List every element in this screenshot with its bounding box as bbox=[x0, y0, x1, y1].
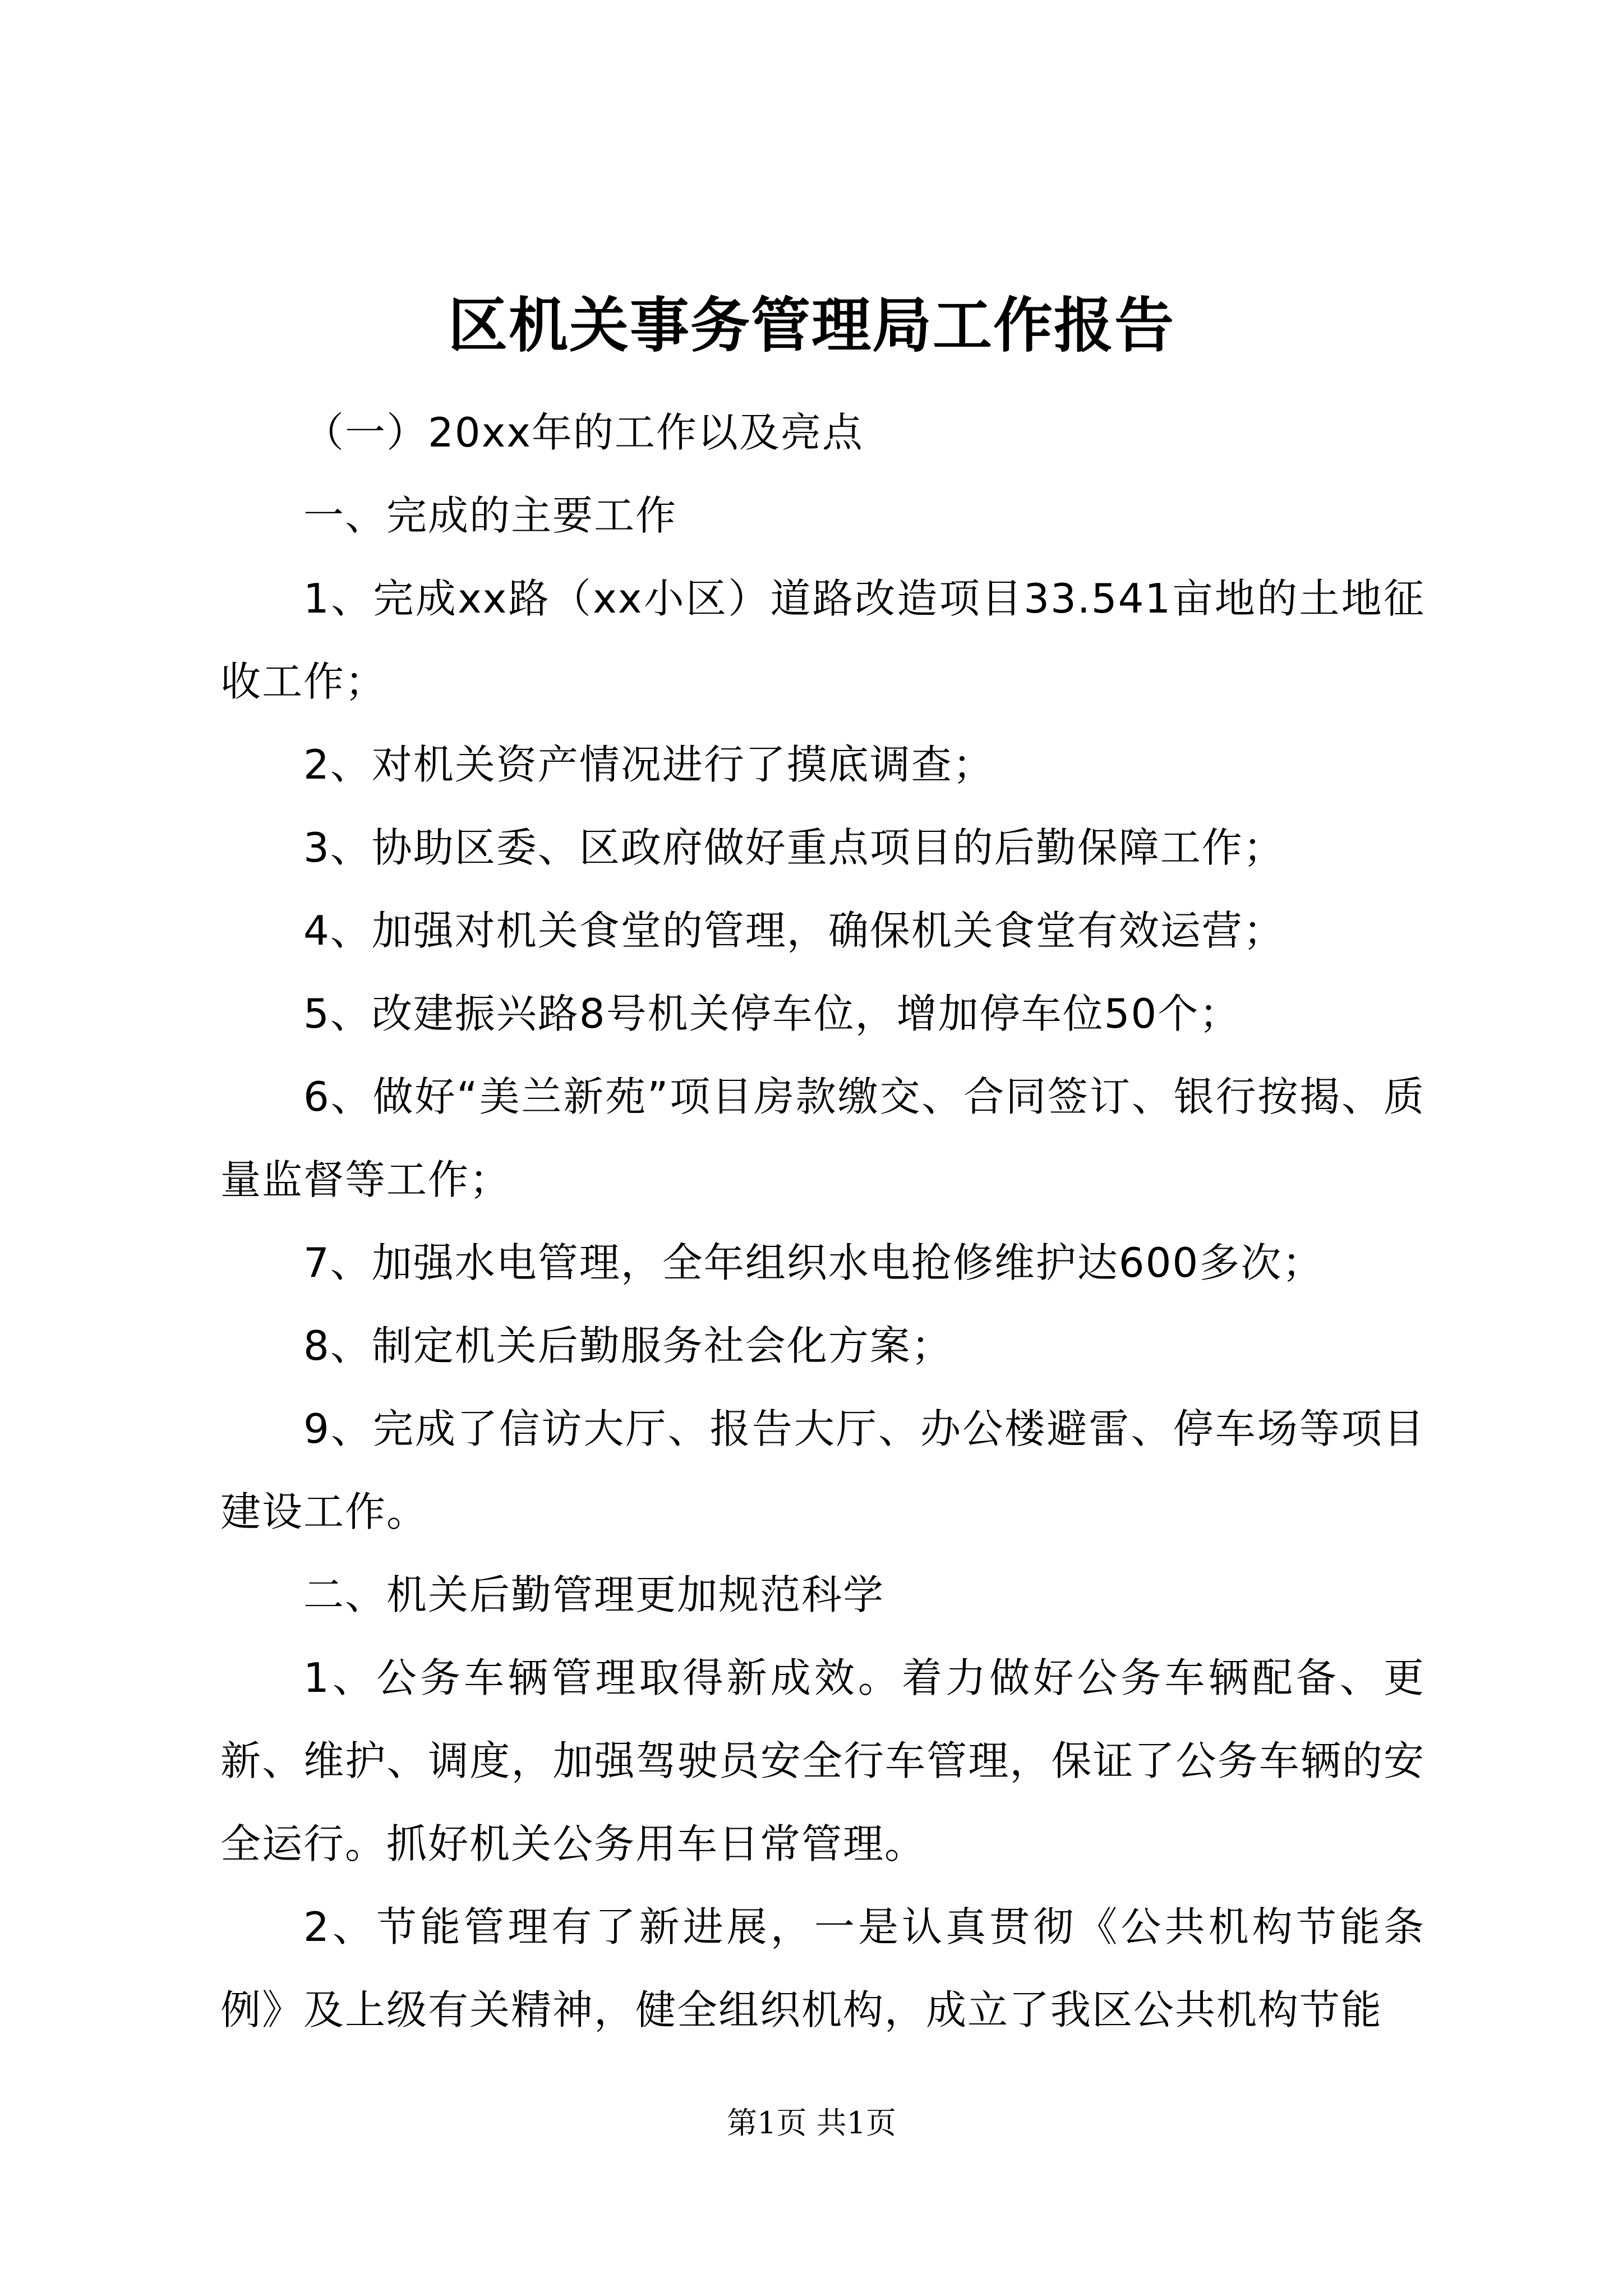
list-item: 6、做好“美兰新苑”项目房款缴交、合同签订、银行按揭、质量监督等工作； bbox=[220, 1073, 1425, 1203]
list-item: 2、节能管理有了新进展，一是认真贯彻《公共机构节能条例》及上级有关精神，健全组织机构，成立了我区公共机构节能 bbox=[220, 1903, 1425, 2033]
section-heading: 一、完成的主要工作 bbox=[303, 492, 677, 539]
list-item: 1、公务车辆管理取得新成效。着力做好公务车辆配备、更新、维护、调度，加强驾驶员安全行车管理，保证了公务车辆的安全运行。抓好机关公务用车日常管理。 bbox=[220, 1654, 1425, 1867]
list-item: 3、协助区委、区政府做好重点项目的后勤保障工作； bbox=[303, 824, 1285, 871]
list-item: 1、完成xx路（xx小区）道路改造项目33.541亩地的土地征收工作； bbox=[220, 575, 1425, 705]
list-item: 4、加强对机关食堂的管理，确保机关食堂有效运营； bbox=[303, 907, 1285, 954]
list-item: 5、改建振兴路8号机关停车位，增加停车位50个； bbox=[303, 990, 1241, 1037]
list-item: 8、制定机关后勤服务社会化方案； bbox=[303, 1322, 953, 1369]
section-heading: 二、机关后勤管理更加规范科学 bbox=[303, 1571, 885, 1618]
document-title: 区机关事务管理局工作报告 bbox=[448, 290, 1175, 360]
list-item: 9、完成了信访大厅、报告大厅、办公楼避雷、停车场等项目建设工作。 bbox=[220, 1405, 1425, 1535]
page-footer: 第1页 共1页 bbox=[727, 2105, 896, 2141]
section-heading: （一）20xx年的工作以及亮点 bbox=[303, 409, 864, 456]
list-item: 2、对机关资产情况进行了摸底调查； bbox=[303, 741, 994, 788]
list-item: 7、加强水电管理，全年组织水电抢修维护达600多次； bbox=[303, 1239, 1324, 1286]
document-body bbox=[220, 391, 1425, 2051]
